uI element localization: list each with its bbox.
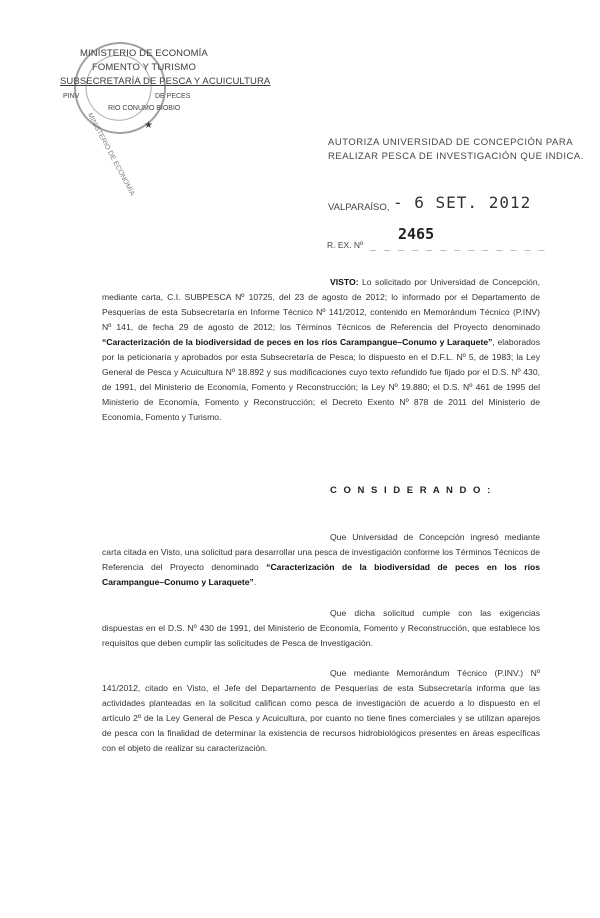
ministry-name: MINISTERIO DE ECONOMÍA xyxy=(80,48,208,59)
header-small-right: DE PECES xyxy=(155,93,191,100)
resolution-summary xyxy=(328,136,588,164)
visto-project-name: “Caracterización de la biodiversidad de peces en los ríos Carampangue–Conumo y Laraquete” xyxy=(102,337,493,347)
visto-text-1: Lo solicitado por Universidad de Concepción, mediante carta, C.I. SUBPESCA Nº 10725, del 23 de agosto de 2012; lo informado por el Departamento de Pesquerías de esta Subsecretaría en Informe Técnico Nº 141/2012, contenido en Memorándum Técnico (P.INV) Nº 141, de fecha 29 de agosto de 2012; los Términos Técnicos de Referencia del Proyecto denominado xyxy=(102,277,540,332)
header-small-line3: RIO CONUMO BIOBIO xyxy=(108,105,181,112)
considerando-paragraph-1 xyxy=(102,530,540,590)
stamp-star-icon: ★ xyxy=(144,120,153,131)
considerando-paragraph-3 xyxy=(102,666,540,756)
header-small-left: PINV xyxy=(63,93,80,100)
resolution-number: 2465 xyxy=(398,225,435,243)
stamp-text: MINISTERIO DE ECONOMÍA xyxy=(85,112,136,198)
considerando-1-end: . xyxy=(253,577,257,587)
ministry-subname: FOMENTO Y TURISMO xyxy=(92,62,196,73)
resolution-date: - 6 SET. 2012 xyxy=(393,193,532,212)
considerando-heading: C O N S I D E R A N D O : xyxy=(330,485,493,496)
considerando-1-project: “Caracterización de la biodiversidad de peces en los ríos Carampangue–Conumo y Laraquete” xyxy=(102,562,540,587)
visto-text-2: , elaborados por la peticionaria y aprobados por esta Subsecretaría de Pesca; lo dispuesto en el D.F.L. Nº 5, de 1983; la Ley General de Pesca y Acuicultura Nº 18.892 y sus modificaciones cuyo texto refundido fue fijado por el D.S. Nº 430, de 1991, del Ministerio de Economía, Fomento y Reconstrucción; la Ley Nº 19.880; el D.S. Nº 461 de 1995 del Ministerio de Economía, Fomento y Reconstrucción; el Decreto Exento Nº 878 de 2011 del Ministerio de Economía, Fomento y Turismo. xyxy=(102,337,540,422)
summary-line-2: REALIZAR PESCA DE INVESTIGACIÓN QUE INDICA. xyxy=(328,151,584,162)
considerando-2-text: Que dicha solicitud cumple con las exigencias dispuestas en el D.S. Nº 430 de 1991, del Ministerio de Economía, Fomento y Reconstrucción, que establece los requisitos que deben cumplir las solicitudes de Pesca de Investigación. xyxy=(102,608,540,648)
official-seal-stamp xyxy=(56,24,184,152)
considerando-3-text: Que mediante Memorándum Técnico (P.INV.) Nº 141/2012, citado en Visto, el Jefe del Departamento de Pesquerías de esta Subsecretaría informa que las actividades planteadas en la solicitud califican como pesca de investigación de acuerdo a lo dispuesto en el artículo 2º de la Ley General de Pesca y Acuicultura, por cuanto no tiene fines comerciales y se utilizan aparejos de pesca con la finalidad de determinar la existencia de recursos hidrobiológicos presentes en áreas específicas con el objeto de realizar su caracterización. xyxy=(102,668,540,753)
visto-label: VISTO: xyxy=(330,277,359,287)
subsecretaria-name: SUBSECRETARÍA DE PESCA Y ACUICULTURA xyxy=(60,76,271,87)
place-label: VALPARAÍSO, xyxy=(328,202,390,213)
summary-line-1: AUTORIZA UNIVERSIDAD DE CONCEPCIÓN PARA xyxy=(328,137,574,148)
considerando-1-text: Que Universidad de Concepción ingresó mediante carta citada en Visto, una solicitud para desarrollar una pesca de investigación conforme los Términos Técnicos de Referencia del Proyecto denominado xyxy=(102,532,540,572)
resolution-label: R. EX. Nº xyxy=(327,240,364,250)
resolution-underline: _ _ _ _ _ _ _ _ _ _ _ _ _ xyxy=(370,240,546,251)
considerando-paragraph-2 xyxy=(102,606,540,651)
visto-paragraph xyxy=(102,275,540,425)
